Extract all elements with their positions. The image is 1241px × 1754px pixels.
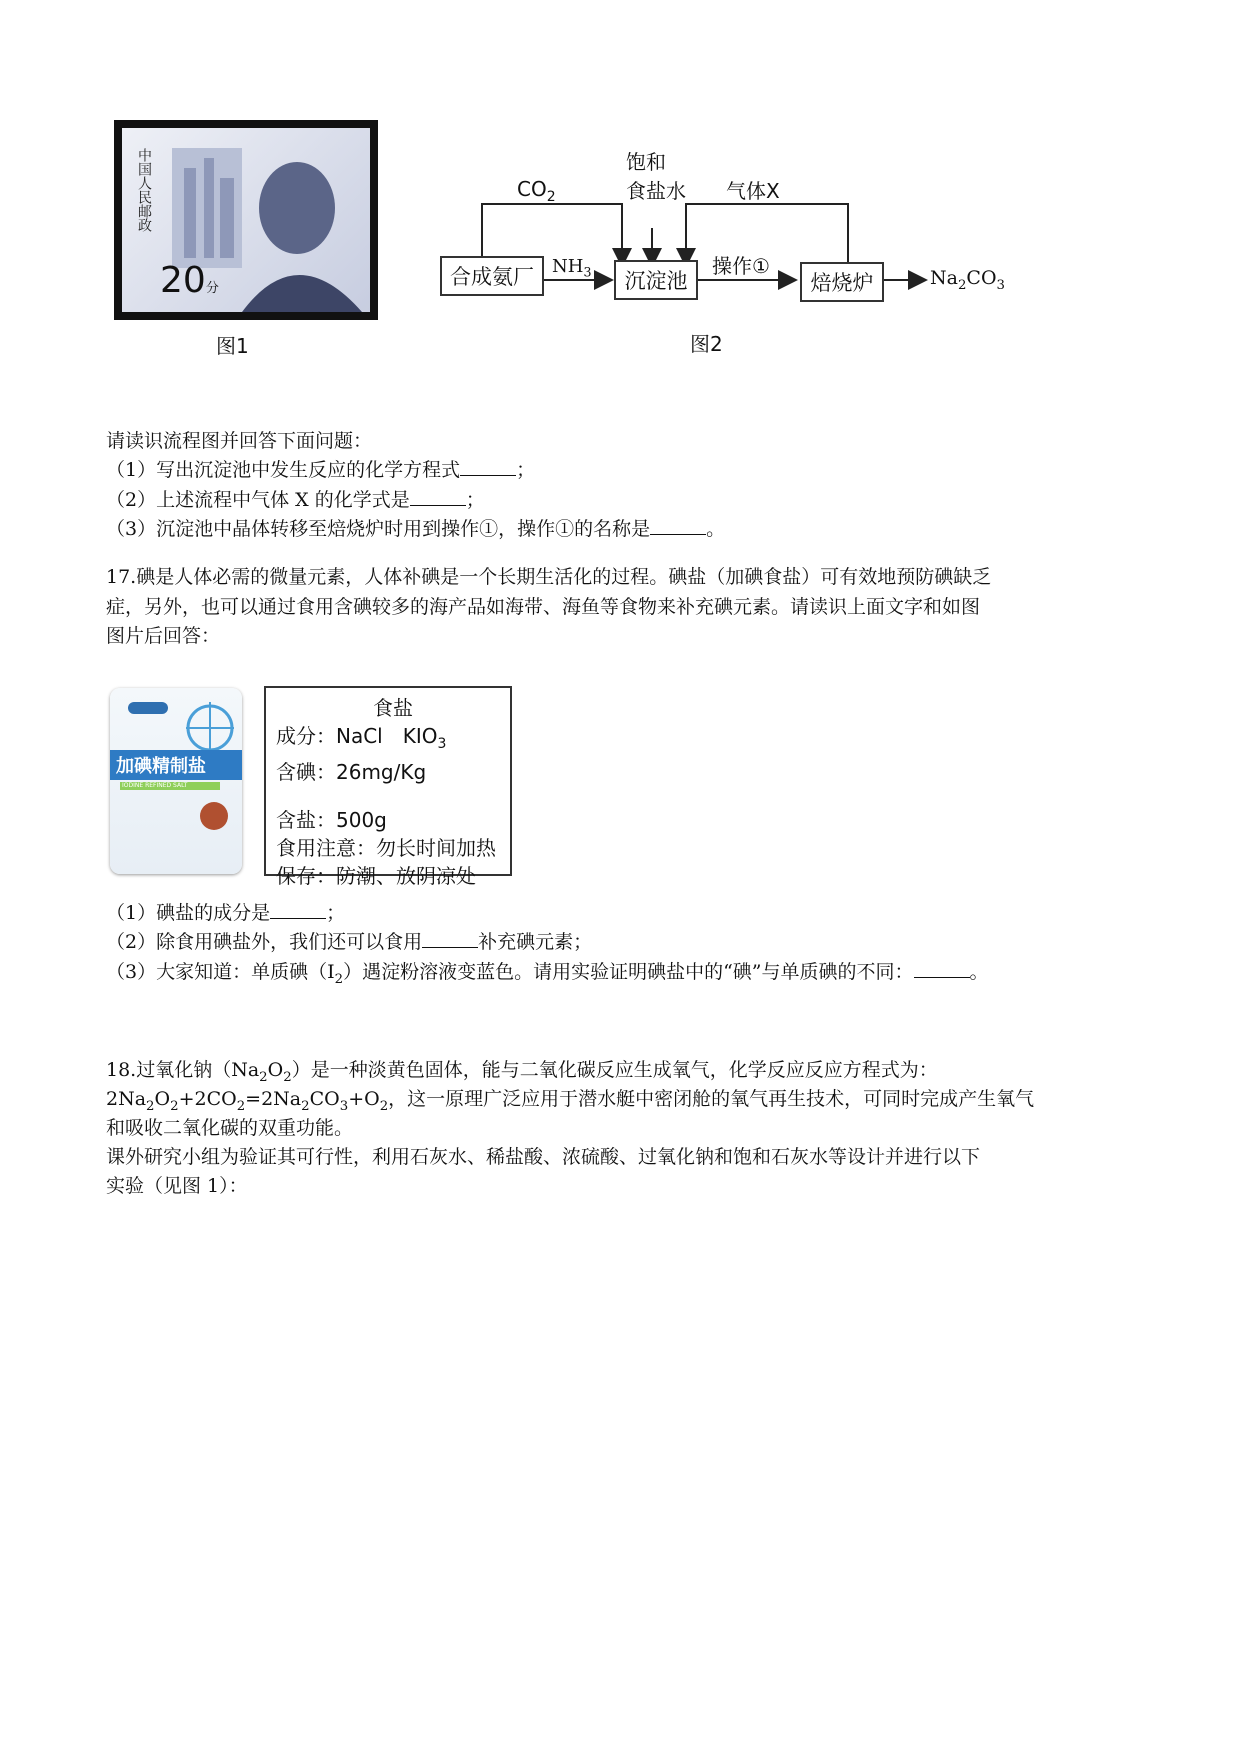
label-co2-sub: 2: [546, 189, 556, 205]
q18-line2-tail: ，这一原理广泛应用于潜水艇中密闭舱的氧气再生技术，可同时完成产生氧气: [388, 1088, 1035, 1110]
q18-eq-sub: 3: [339, 1098, 349, 1114]
q17-item-3-text2: ）遇淀粉溶液变蓝色。请用实验证明碘盐中的“碘”与单质碘的不同：: [343, 961, 914, 983]
q18-eq-sub: 2: [301, 1098, 310, 1114]
salt-label-ingredients-text: 成分：NaCl KIO: [276, 724, 438, 748]
stamp-image: [114, 120, 378, 320]
label-co2: [517, 177, 556, 205]
q18-eq-f: +O: [348, 1088, 380, 1110]
label-co2-text: CO: [517, 177, 547, 201]
label-nh3: [552, 256, 591, 280]
q16-item-2-text: （2）上述流程中气体 X 的化学式是: [106, 489, 410, 511]
q18-eq-a: 2Na: [106, 1088, 147, 1110]
salt-label-salt: 含盐：500g: [276, 808, 387, 832]
salt-label-iodine: 含碘：26mg/Kg: [276, 760, 427, 784]
figure1-caption: 图1: [216, 334, 249, 358]
answer-blank[interactable]: [410, 487, 466, 506]
salt-label-title: 食盐: [373, 696, 413, 720]
q16-item-2: [106, 486, 485, 514]
figure2-caption: 图2: [690, 332, 723, 356]
salt-label-spacer: [276, 786, 510, 806]
q18-line-4: 课外研究小组为验证其可行性，利用石灰水、稀盐酸、浓硫酸、过氧化钠和饱和石灰水等设计并进行以下: [106, 1146, 981, 1168]
stamp-value: [160, 260, 219, 301]
q16-item-3-text: （3）沉淀池中晶体转移至焙烧炉时用到操作①，操作①的名称是: [106, 518, 651, 540]
q17-item-2: [106, 928, 592, 956]
salt-bag-subtext: IODINE REFINED SALT: [122, 782, 188, 789]
flow-box-settling-tank: 沉淀池: [614, 260, 698, 300]
q18-line-5: 实验（见图 1）：: [106, 1175, 248, 1197]
q18-line1-a: 18.过氧化钠（Na: [106, 1059, 260, 1081]
q16-item-2-end: ；: [465, 489, 485, 511]
label-product-sub1: 2: [957, 277, 967, 293]
q17-item-1: [106, 899, 345, 927]
answer-blank[interactable]: [914, 959, 970, 978]
q16-item-1: [106, 456, 535, 484]
label-gas-x: 气体X: [726, 179, 780, 203]
label-brine-1: 饱和: [626, 150, 666, 174]
q16-item-1-text: （1）写出沉淀池中发生反应的化学方程式: [106, 459, 461, 481]
salt-bag-art: [110, 688, 242, 874]
q16-intro: 请读识流程图并回答下面问题：: [106, 430, 373, 452]
q17-item-3-sub: 2: [334, 971, 344, 987]
flow-box-ammonia-plant: 合成氨厂: [440, 256, 544, 296]
answer-blank[interactable]: [460, 457, 516, 476]
q17-item-1-text: （1）碘盐的成分是: [106, 902, 271, 924]
label-nh3-text: NH: [552, 256, 584, 277]
q18-eq-c: +2CO: [178, 1088, 237, 1110]
salt-label-box: [264, 686, 512, 888]
stamp-value-unit: 分: [205, 281, 219, 296]
q17-line-3: 图片后回答：: [106, 625, 221, 647]
q16-item-1-end: ；: [516, 459, 536, 481]
q17-item-2-text: （2）除食用碘盐外，我们还可以食用: [106, 931, 423, 953]
q17-line-2: 症，另外，也可以通过食用含碘较多的海产品如海带、海鱼等食物来补充碘元素。请读识上面文字和如图: [106, 596, 981, 618]
stamp-value-number: 20: [160, 260, 206, 301]
salt-label-ingredients-sub: 3: [437, 736, 447, 752]
label-operation: 操作①: [712, 254, 770, 278]
label-brine-2: 食盐水: [626, 179, 686, 203]
stamp-country-text: 中国人民邮政: [136, 148, 152, 232]
q18-line1-c: ）是一种淡黄色固体，能与二氧化碳反应生成氧气，化学反应反应方程式为：: [291, 1059, 938, 1081]
answer-blank[interactable]: [650, 516, 706, 535]
q18-eq-sub: 2: [379, 1098, 389, 1114]
q17-item-1-end: ；: [326, 902, 346, 924]
salt-bag-image: [110, 688, 242, 874]
salt-label-storage: 保存：防潮、放阴凉处: [276, 864, 476, 888]
label-product-b: CO: [966, 267, 997, 289]
q17-item-3-text: （3）大家知道：单质碘（I: [106, 961, 335, 983]
label-nh3-sub: 3: [583, 264, 592, 280]
q18-line1-sub1: 2: [259, 1069, 268, 1085]
flow-box-furnace: 焙烧炉: [800, 262, 884, 302]
label-product: [930, 267, 1005, 293]
q17-line-1: 17.碘是人体必需的微量元素，人体补碘是一个长期生活化的过程。碘盐（加碘食盐）可有效地预防碘缺乏: [106, 566, 992, 588]
salt-label-ingredients: [276, 722, 510, 758]
q18-eq-sub: 2: [170, 1098, 179, 1114]
q18-line-3: 和吸收二氧化碳的双重功能。: [106, 1117, 354, 1139]
answer-blank[interactable]: [422, 929, 478, 948]
q18-eq-e: CO: [309, 1088, 340, 1110]
q16-item-3-end: 。: [706, 518, 726, 540]
q18-eq-d: =2Na: [245, 1088, 302, 1110]
q18-eq-sub: 2: [146, 1098, 155, 1114]
salt-bag-text: 加碘精制盐: [116, 756, 206, 777]
label-product-a: Na: [930, 267, 958, 289]
q17-item-3-end: 。: [969, 961, 989, 983]
q18-line1-b: O: [267, 1059, 284, 1081]
q18-eq-sub: 2: [236, 1098, 246, 1114]
label-product-sub2: 3: [996, 277, 1006, 293]
q17-item-3: [106, 958, 989, 994]
answer-blank[interactable]: [270, 900, 326, 919]
stamp-inner: [122, 128, 370, 312]
q18-eq-b: O: [154, 1088, 171, 1110]
q17-item-2-end: 补充碘元素；: [478, 931, 593, 953]
q18-line1-sub2: 2: [283, 1069, 292, 1085]
salt-label-note: 食用注意：勿长时间加热: [276, 836, 496, 860]
q16-item-3: [106, 515, 725, 543]
